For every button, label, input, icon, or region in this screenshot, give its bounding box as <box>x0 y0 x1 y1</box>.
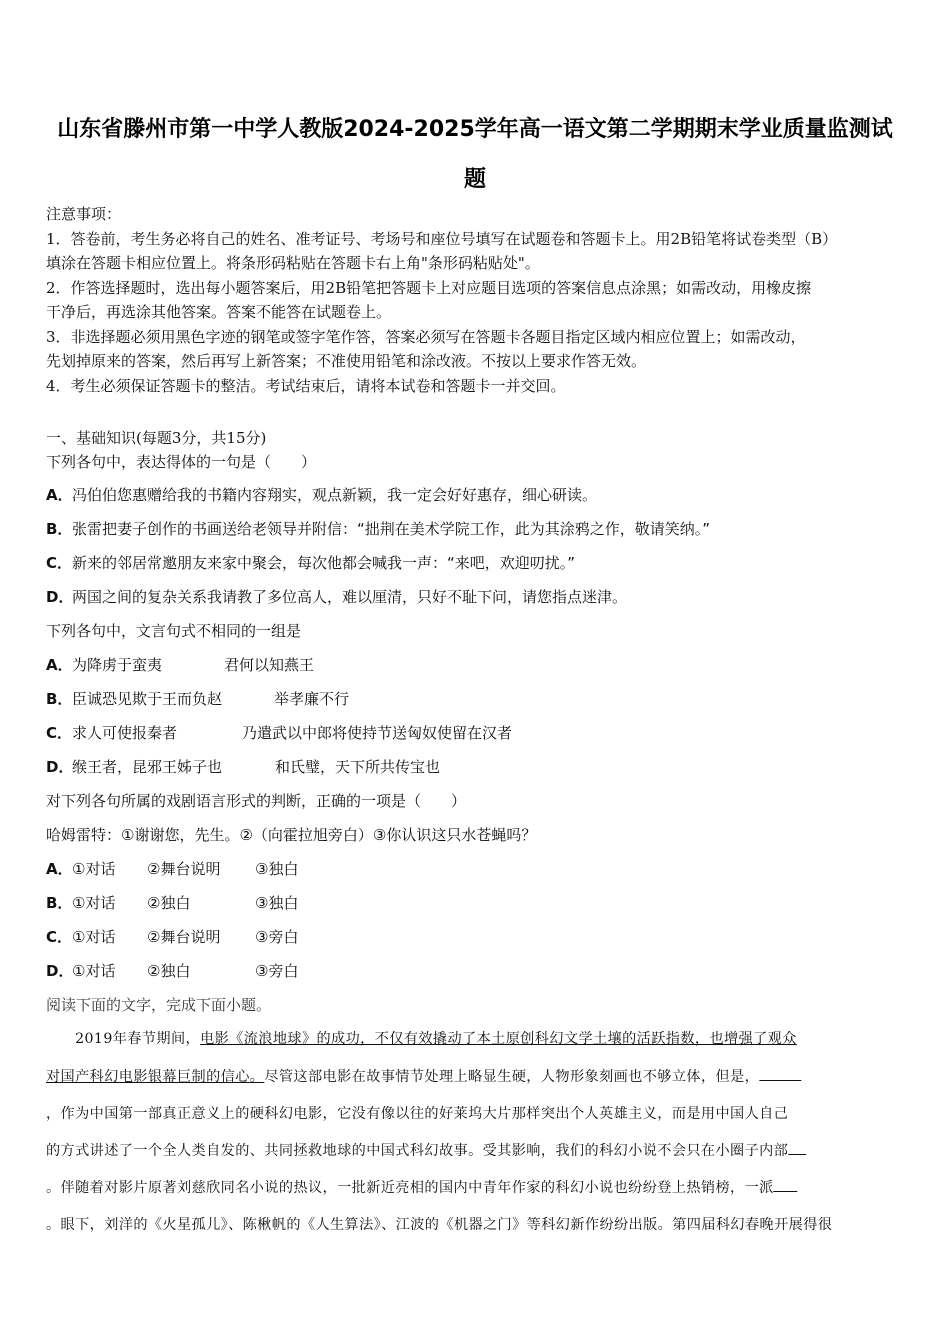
passage-text: 的方式讲述了一个全人类自发的、共同拯救地球的中国式科幻故事。受其影响，我们的科幻小说不会只在小圈子内部 <box>46 1143 789 1159</box>
option-part: 乃遣武以中郎将使持节送匈奴使留在汉者 <box>242 724 513 742</box>
option-part: ①对话 <box>72 962 116 980</box>
option-part: ①对话 <box>72 894 116 912</box>
q2-option-a <box>46 654 314 675</box>
q2-option-b <box>46 688 349 709</box>
reading-intro: 阅读下面的文字，完成下面小题。 <box>46 996 272 1014</box>
passage-text: 尽管这部电影在故事情节处理上略显生硬，人物形象刻画也不够立体，但是， <box>264 1069 760 1085</box>
q3-stem: 对下列各句所属的戏剧语言形式的判断，正确的一项是（ ） <box>46 792 467 810</box>
underlined-sentence: 电影《流浪地球》的成功，不仅有效撬动了本土原创科幻文学土壤的活跃指数，也增强了观众 <box>200 1031 797 1047</box>
option-part: ③旁白 <box>255 962 299 980</box>
notes-line: 3．非选择题必须用黑色字迹的钢笔或签字笔作答，答案必须写在答题卡各题目指定区域内相应位置上；如需改动， <box>46 328 806 346</box>
option-part: 举孝廉不行 <box>274 690 350 708</box>
option-part: 为降虏于蛮夷 <box>72 656 163 674</box>
q2-option-c <box>46 722 512 743</box>
option-label: D． <box>46 758 74 776</box>
option-part: ③旁白 <box>255 928 299 946</box>
option-part: 君何以知燕王 <box>224 656 315 674</box>
passage-line <box>46 1028 904 1048</box>
option-part: 求人可使报秦者 <box>72 724 178 742</box>
fill-blank <box>788 1142 806 1155</box>
option-label: B． <box>46 690 73 708</box>
option-part: ③独白 <box>255 860 299 878</box>
fill-blank <box>759 1068 801 1081</box>
q3-option-d <box>46 960 298 981</box>
option-part: ②独白 <box>147 962 191 980</box>
passage-line <box>46 1177 904 1197</box>
option-part: ②舞台说明 <box>147 860 221 878</box>
q1-option-d <box>46 586 627 607</box>
option-label: D． <box>46 962 74 980</box>
option-part: 缑王者，昆邪王姊子也 <box>72 758 223 776</box>
option-part: ②舞台说明 <box>147 928 221 946</box>
notes-heading: 注意事项： <box>46 205 122 223</box>
notes-line: 填涂在答题卡相应位置上。将条形码粘贴在答题卡右上角"条形码粘贴处"。 <box>46 254 540 272</box>
q3-option-b <box>46 892 298 913</box>
option-label: B． <box>46 520 73 538</box>
option-text: 两国之间的复杂关系我请教了多位高人，难以厘清，只好不耻下问，请您指点迷津。 <box>72 588 628 606</box>
passage-line: 。眼下，刘洋的《火星孤儿》、陈楸帆的《人生算法》、江波的《机器之门》等科幻新作纷纷出版。第四届科幻春晚开展得很 <box>46 1217 833 1233</box>
option-text: 新来的邻居常邀朋友来家中聚会，每次他都会喊我一声：“来吧，欢迎叨扰。” <box>72 554 576 572</box>
notes-line: 1．答卷前，考生务必将自己的姓名、准考证号、考场号和座位号填写在试题卷和答题卡上。用2B铅笔将试卷类型（B） <box>46 230 838 248</box>
notes-line: 先划掉原来的答案，然后再写上新答案；不准使用铅笔和涂改液。不按以上要求作答无效。 <box>46 352 647 370</box>
option-label: A． <box>46 860 73 878</box>
notes-line: 干净后，再选涂其他答案。答案不能答在试题卷上。 <box>46 303 392 321</box>
option-label: D． <box>46 588 74 606</box>
section-heading: 一、基础知识(每题3分，共15分) <box>46 429 267 447</box>
q1-option-a <box>46 484 597 505</box>
notes-line: 4．考生必须保证答题卡的整洁。考试结束后，请将本试卷和答题卡一并交回。 <box>46 377 566 395</box>
option-label: C． <box>46 554 73 572</box>
notes-line: 2．作答选择题时，选出每小题答案后，用2B铅笔把答题卡上对应题目选项的答案信息点涂黑；如需改动，用橡皮擦 <box>46 279 812 297</box>
fill-blank <box>774 1179 798 1192</box>
q3-option-c <box>46 926 298 947</box>
option-part: 和氏璧，天下所共传宝也 <box>275 758 441 776</box>
q1-option-b <box>46 518 710 539</box>
option-part: ①对话 <box>72 860 116 878</box>
q2-option-d <box>46 756 440 777</box>
q1-stem: 下列各句中，表达得体的一句是（ ） <box>46 453 317 471</box>
option-part: 臣诚恐见欺于王而负赵 <box>72 690 223 708</box>
passage-line <box>46 1066 904 1086</box>
passage-text: 2019年春节期间， <box>46 1031 201 1047</box>
option-label: A． <box>46 656 73 674</box>
option-part: ①对话 <box>72 928 116 946</box>
option-part: ③独白 <box>255 894 299 912</box>
option-part: ②独白 <box>147 894 191 912</box>
option-text: 张雷把妻子创作的书画送给老领导并附信：“拙荆在美术学院工作，此为其涂鸦之作，敬请笑纳。” <box>72 520 711 538</box>
option-label: C． <box>46 928 73 946</box>
passage-text: 。伴随着对影片原著刘慈欣同名小说的热议，一批新近亮相的国内中青年作家的科幻小说也纷纷登上热销榜，一派 <box>46 1180 774 1196</box>
option-label: A． <box>46 486 73 504</box>
passage-line: ，作为中国第一部真正意义上的硬科幻电影，它没有像以往的好莱坞大片那样突出个人英雄主义，而是用中国人自己 <box>46 1106 789 1122</box>
option-text: 冯伯伯您惠赠给我的书籍内容翔实，观点新颖，我一定会好好惠存，细心研读。 <box>72 486 598 504</box>
q3-option-a <box>46 858 298 879</box>
doc-title-line1: 山东省滕州市第一中学人教版2024-2025学年高一语文第二学期期末学业质量监测试 <box>57 117 893 142</box>
underlined-sentence: 对国产科幻电影银幕巨制的信心。 <box>46 1069 265 1085</box>
option-label: B． <box>46 894 73 912</box>
q2-stem: 下列各句中，文言句式不相同的一组是 <box>46 622 302 640</box>
passage-line <box>46 1140 904 1160</box>
q1-option-c <box>46 552 575 573</box>
option-label: C． <box>46 724 73 742</box>
doc-title-line2: 题 <box>463 167 486 192</box>
q3-quote: 哈姆雷特：①谢谢您，先生。②（向霍拉旭旁白）③你认识这只水苍蝇吗？ <box>46 826 537 844</box>
